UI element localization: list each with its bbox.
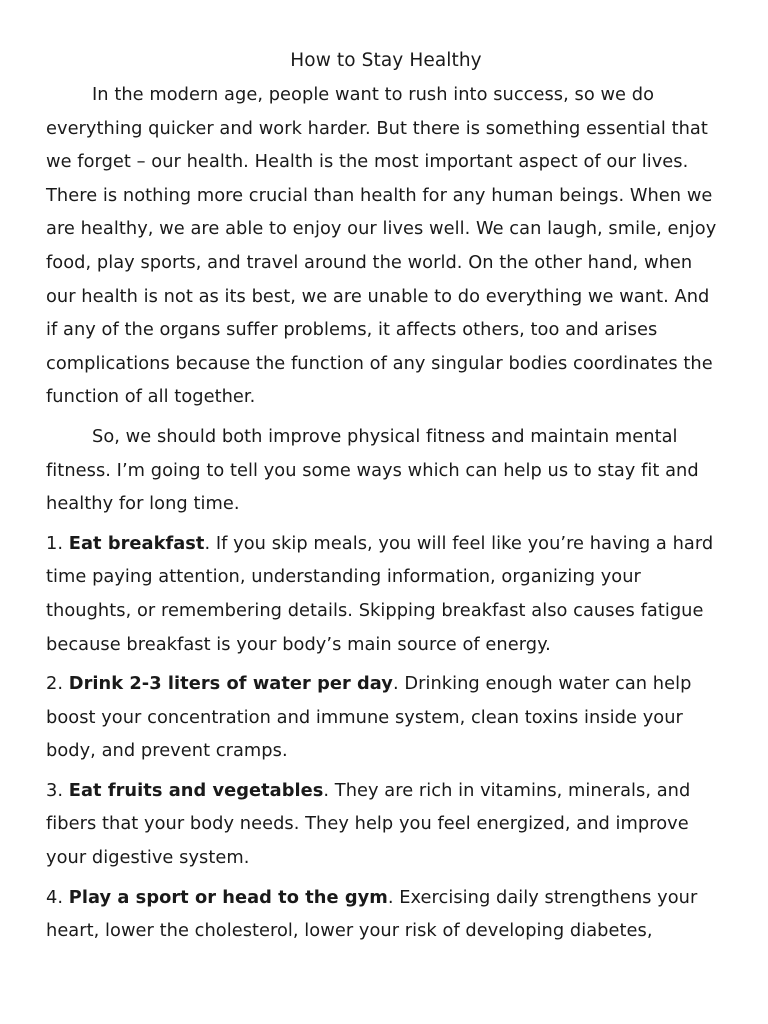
list-item-heading: Eat fruits and vegetables <box>68 779 324 801</box>
list-item-drink-water <box>46 667 726 768</box>
list-item-text: . If you skip meals, you will feel like you’re having a hard time paying attention, understanding information, organizing your thoughts, or remembering details. Skipping breakfast also causes fatigue because breakfast is your body’s main source of energy. <box>46 532 714 655</box>
list-item-number: 1. <box>46 532 64 554</box>
intro-paragraph: In the modern age, people want to rush into success, so we do everything quicker and work harder. But there is something essential that we forget – our health. Health is the most important aspect of our lives. There is nothing more crucial than health for any human beings. When we are healthy, we are able to enjoy our lives well. We can laugh, smile, enjoy food, play sports, and travel around the world. On the other hand, when our health is not as its best, we are unable to do everything we want. And if any of the organs suffer problems, it affects others, too and arises complications because the function of any singular bodies coordinates the function of all together. <box>46 84 717 408</box>
list-item-heading: Play a sport or head to the gym <box>68 886 388 908</box>
list-item-number: 4. <box>46 886 64 908</box>
list-item-heading: Eat breakfast <box>68 532 205 554</box>
list-item-eat-breakfast <box>46 527 726 661</box>
document-title: How to Stay Healthy <box>290 50 482 71</box>
list-item-heading: Drink 2-3 liters of water per day <box>68 673 393 695</box>
document-page <box>46 44 726 954</box>
list-item-number: 3. <box>46 779 64 801</box>
list-item-sport-gym <box>46 881 726 948</box>
list-item-text: . Exercising daily strengthens your heart, lower the cholesterol, lower your risk of developing diabetes, <box>46 886 698 942</box>
list-item-text: . Drinking enough water can help boost your concentration and immune system, clean toxins inside your body, and prevent cramps. <box>46 673 692 762</box>
list-item-fruits-vegetables <box>46 774 726 875</box>
transition-paragraph: So, we should both improve physical fitness and maintain mental fitness. I’m going to tell you some ways which can help us to stay fit and healthy for long time. <box>46 425 699 515</box>
list-item-number: 2. <box>46 673 64 695</box>
list-item-text: . They are rich in vitamins, minerals, and fibers that your body needs. They help you feel energized, and improve your digestive system. <box>46 779 691 869</box>
